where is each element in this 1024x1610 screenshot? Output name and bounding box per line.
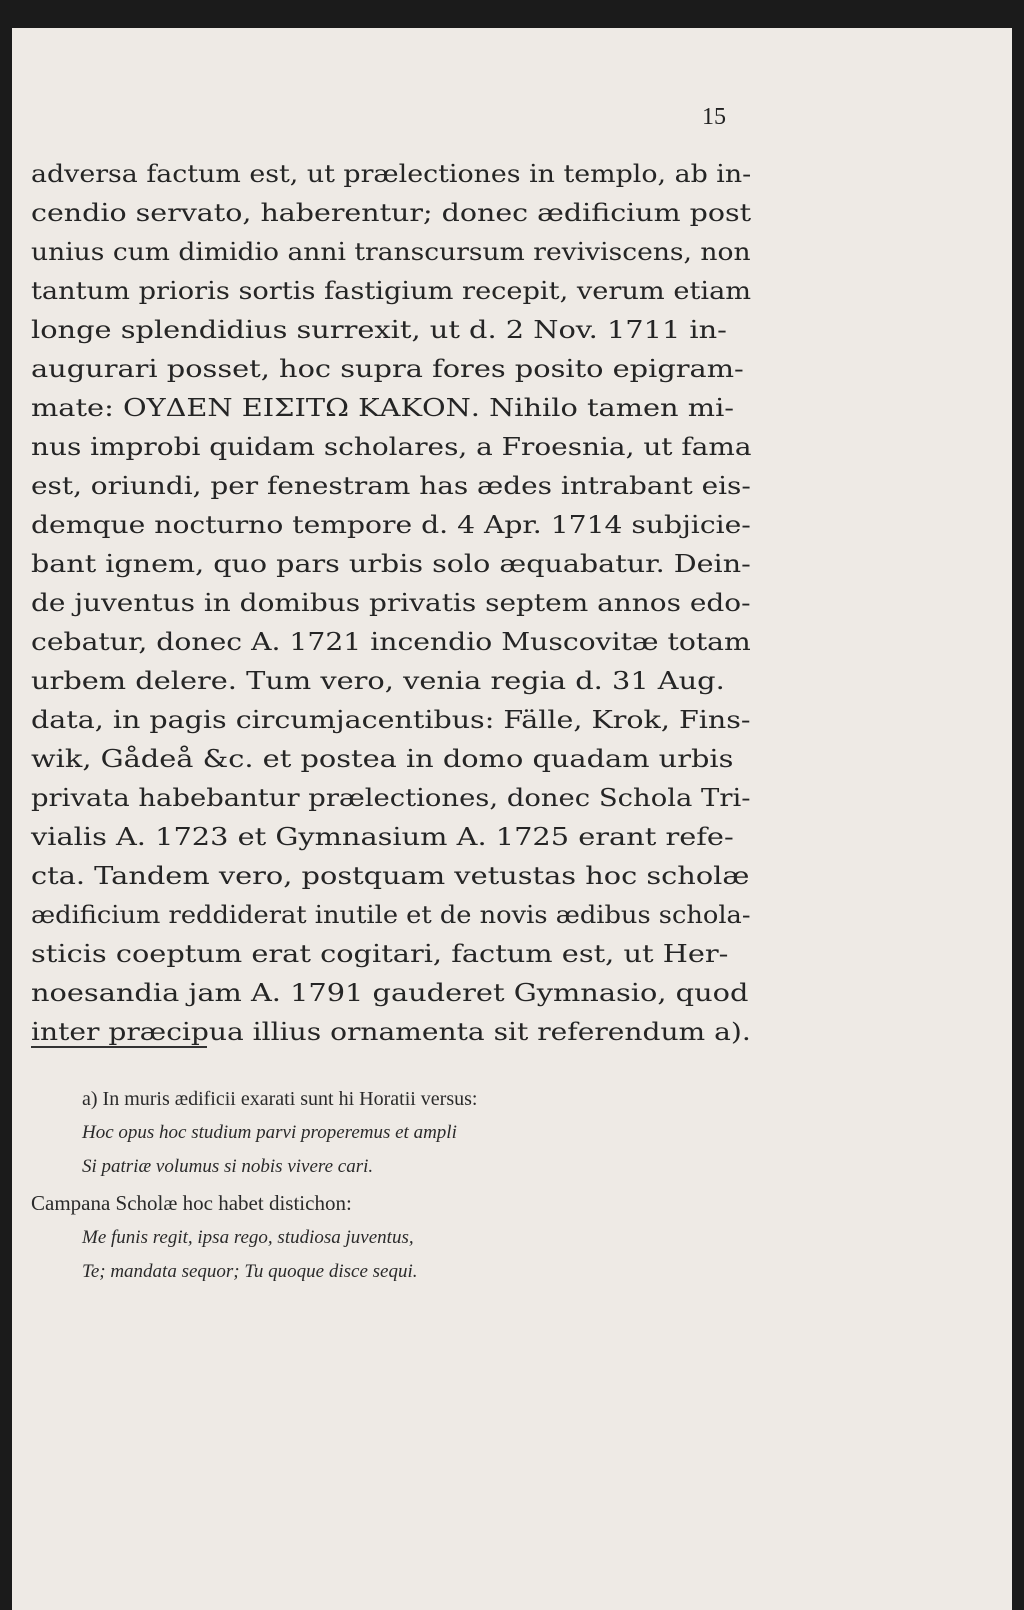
page-number: 15 xyxy=(702,104,726,130)
footnote-rule xyxy=(31,1046,207,1048)
text-line: bant ignem, quo pars urbis solo æquabatur. Dein- xyxy=(31,550,751,578)
text-line: cendio servato, haberentur; donec ædificium post xyxy=(31,199,752,227)
text-line: longe splendidius surrexit, ut d. 2 Nov. 1711 in- xyxy=(31,316,727,344)
text-line: noesandia jam A. 1791 gauderet Gymnasio, quod xyxy=(31,979,749,1007)
text-line: privata habebantur prælectiones, donec Schola Tri- xyxy=(31,784,751,812)
text-line: wik, Gådeå &c. et postea in domo quadam urbis xyxy=(31,745,734,773)
text-line: de juventus in domibus privatis septem annos edo- xyxy=(31,589,751,617)
text-line: mate: ΟΥΔΕΝ ΕΙΣΙΤΩ ΚΑΚΟΝ. Nihilo tamen mi- xyxy=(31,394,735,422)
text-line: adversa factum est, ut prælectiones in templo, ab in- xyxy=(31,160,752,188)
text-line: ædificium reddiderat inutile et de novis ædibus schola- xyxy=(31,901,751,929)
text-line: cta. Tandem vero, postquam vetustas hoc scholæ xyxy=(31,862,750,890)
footnote-line: Campana Scholæ hoc habet distichon: xyxy=(31,1191,352,1215)
footnote-verse: Si patriæ volumus si nobis vivere cari. xyxy=(82,1156,374,1177)
footnote-intro: a) In muris ædificii exarati sunt hi Horatii versus: xyxy=(82,1088,478,1110)
text-line: data, in pagis circumjacentibus: Fälle, Krok, Fins- xyxy=(31,706,751,734)
text-line: est, oriundi, per fenestram has ædes intrabant eis- xyxy=(31,472,751,500)
text-line: vialis A. 1723 et Gymnasium A. 1725 erant refe- xyxy=(31,823,734,851)
text-line: inter præcipua illius ornamenta sit referendum a). xyxy=(31,1018,751,1046)
footnote-verse: Me funis regit, ipsa rego, studiosa juventus, xyxy=(82,1227,414,1248)
footnote-verse: Te; mandata sequor; Tu quoque disce sequi. xyxy=(82,1261,418,1282)
text-line: unius cum dimidio anni transcursum reviviscens, non xyxy=(31,238,751,266)
text-line: nus improbi quidam scholares, a Froesnia, ut fama xyxy=(31,433,752,461)
document-page xyxy=(12,28,1012,1610)
text-line: tantum prioris sortis fastigium recepit, verum etiam xyxy=(31,277,752,305)
text-line: demque nocturno tempore d. 4 Apr. 1714 subjicie- xyxy=(31,511,751,539)
text-line: augurari posset, hoc supra fores posito epigram- xyxy=(31,355,744,383)
text-line: urbem delere. Tum vero, venia regia d. 31 Aug. xyxy=(31,667,725,695)
footnote-verse: Hoc opus hoc studium parvi properemus et ampli xyxy=(82,1122,457,1143)
text-line: sticis coeptum erat cogitari, factum est, ut Her- xyxy=(31,940,729,968)
text-line: cebatur, donec A. 1721 incendio Muscovitæ totam xyxy=(31,628,751,656)
